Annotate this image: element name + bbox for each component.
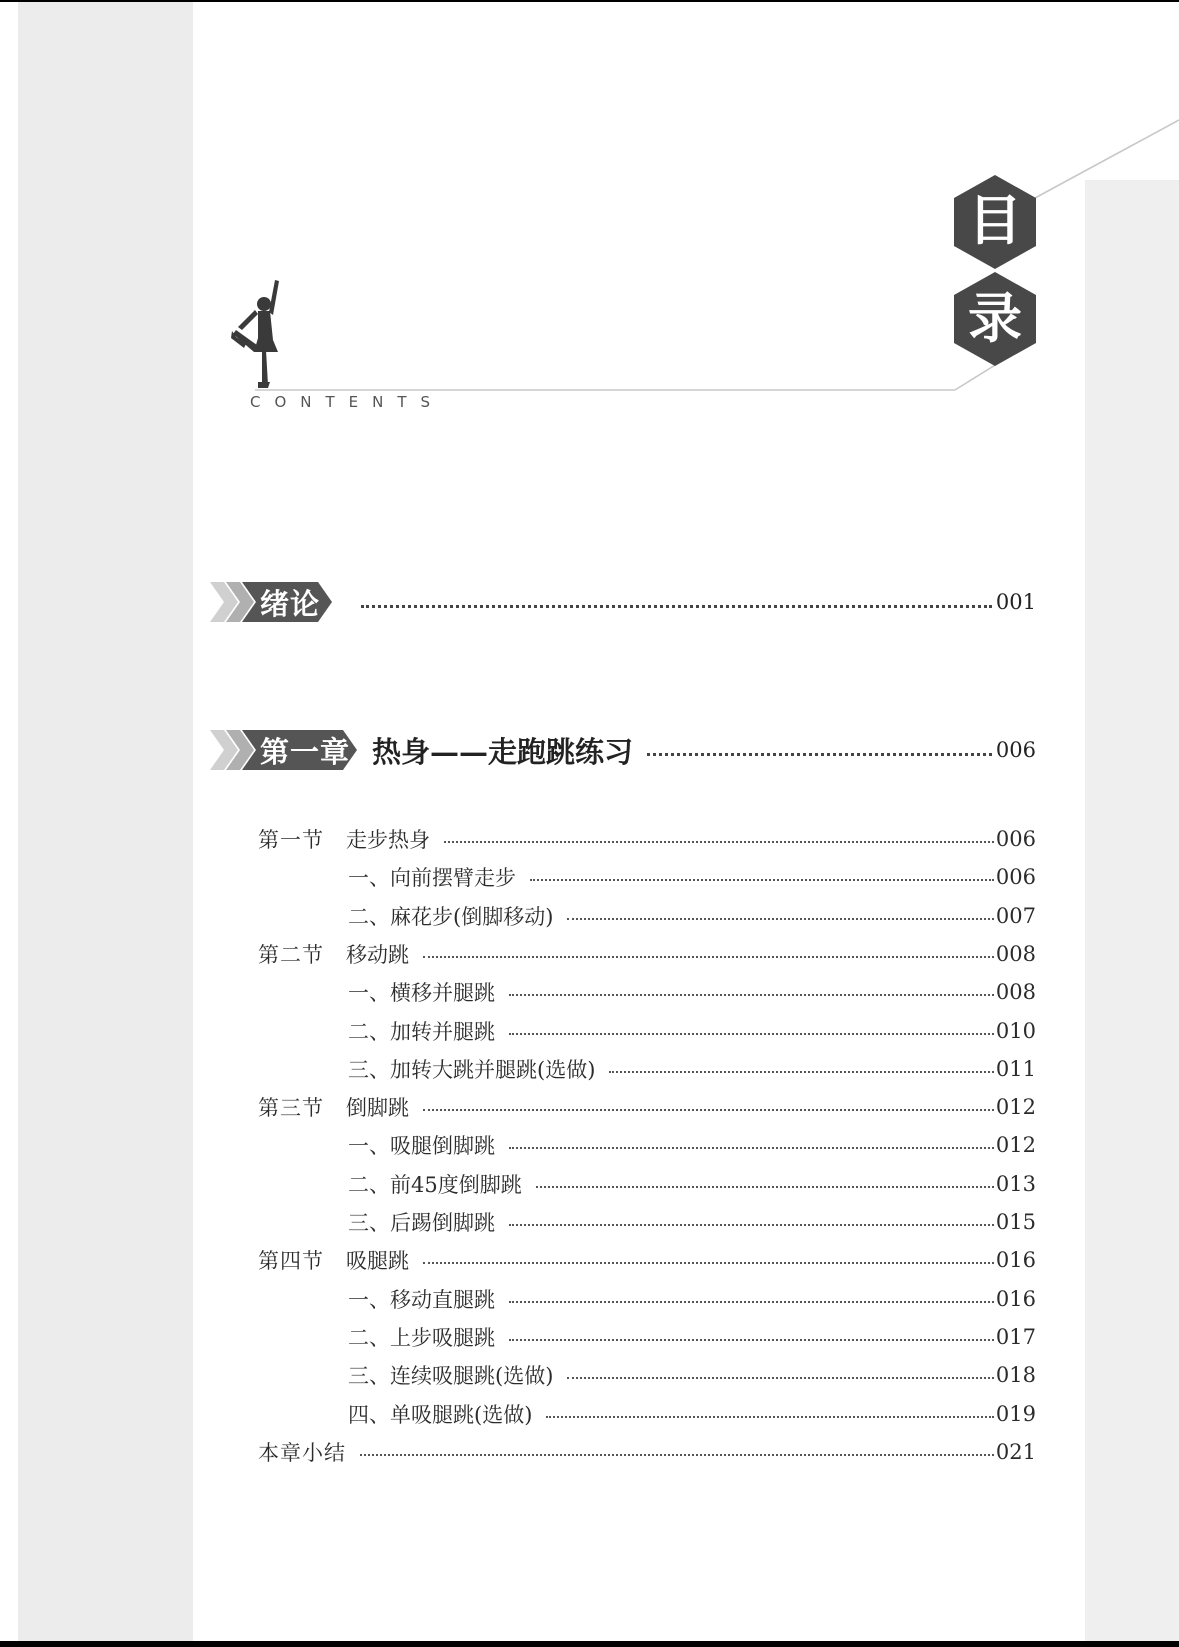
- leader-dots: [360, 1454, 994, 1456]
- page-number: 018: [995, 1363, 1036, 1387]
- item-title: 三、加转大跳并腿跳(选做): [348, 1058, 596, 1082]
- leader-dots: [647, 753, 992, 756]
- chapter-badge-label: 绪论: [260, 586, 321, 621]
- header-corner-line: [955, 362, 1000, 390]
- leader-dots: [536, 1186, 994, 1188]
- leader-dots: [509, 1339, 994, 1341]
- page-number: 013: [995, 1172, 1036, 1196]
- contents-label: CONTENTS: [250, 393, 445, 411]
- toc-chapter-intro[interactable]: [210, 580, 1036, 624]
- page-number: 021: [995, 1440, 1036, 1464]
- leader-dots: [509, 1301, 994, 1303]
- section-title: 移动跳: [346, 943, 409, 967]
- header-diagonal-line: [1035, 120, 1179, 198]
- toc-section-row[interactable]: [258, 1435, 1036, 1469]
- page-number: 008: [995, 980, 1036, 1004]
- page-number: 015: [995, 1210, 1036, 1234]
- toc-section-row[interactable]: [258, 1090, 1036, 1124]
- item-title: 一、移动直腿跳: [348, 1288, 495, 1312]
- toc-item-row[interactable]: [258, 1205, 1036, 1239]
- item-title: 四、单吸腿跳(选做): [348, 1403, 533, 1427]
- title-char-mu: 目: [968, 189, 1022, 252]
- page-number: 012: [995, 1095, 1036, 1119]
- toc-item-row[interactable]: [258, 975, 1036, 1009]
- page-number: 008: [995, 942, 1036, 966]
- section-title: 吸腿跳: [346, 1249, 409, 1273]
- toc-item-row[interactable]: [258, 1320, 1036, 1354]
- toc-item-row[interactable]: [258, 1167, 1036, 1201]
- leader-dots: [567, 1377, 994, 1379]
- page-number: 016: [995, 1248, 1036, 1272]
- page-number: 010: [995, 1019, 1036, 1043]
- bottom-rule: [0, 1641, 1179, 1647]
- leader-dots: [530, 879, 994, 881]
- chapter-badge: [210, 582, 333, 622]
- section-label: 本章小结: [258, 1441, 346, 1465]
- toc-chapter-1[interactable]: [210, 728, 1036, 772]
- item-title: 一、吸腿倒脚跳: [348, 1134, 495, 1158]
- page-number: 006: [995, 865, 1036, 889]
- leader-dots: [567, 918, 994, 920]
- section-label: 第四节: [258, 1249, 324, 1273]
- leader-dots: [509, 1224, 994, 1226]
- leader-dots: [444, 841, 994, 843]
- leader-dots: [546, 1416, 994, 1418]
- chapter-badge: [210, 730, 358, 770]
- chapter-badge-label: 第一章: [260, 734, 351, 769]
- leader-dots: [423, 956, 994, 958]
- leader-dots: [509, 994, 994, 996]
- item-title: 二、上步吸腿跳: [348, 1326, 495, 1350]
- page-number: 011: [995, 1057, 1036, 1081]
- toc-item-row[interactable]: [258, 1282, 1036, 1316]
- item-title: 二、加转并腿跳: [348, 1020, 495, 1044]
- section-title: 倒脚跳: [346, 1096, 409, 1120]
- page-number: 007: [995, 904, 1036, 928]
- title-char-lu: 录: [968, 287, 1022, 350]
- section-label: 第二节: [258, 943, 324, 967]
- page-number: 017: [995, 1325, 1036, 1349]
- leader-dots: [609, 1071, 994, 1073]
- page-number: 012: [995, 1133, 1036, 1157]
- chapter-title: 热身——走跑跳练习: [372, 734, 634, 769]
- page-number: 016: [995, 1287, 1036, 1311]
- dancer-icon: [231, 280, 279, 388]
- toc-item-row[interactable]: [258, 1397, 1036, 1431]
- toc-section-row[interactable]: [258, 822, 1036, 856]
- toc-item-row[interactable]: [258, 899, 1036, 933]
- section-label: 第三节: [258, 1096, 324, 1120]
- item-title: 二、前45度倒脚跳: [348, 1173, 522, 1197]
- toc-item-row[interactable]: [258, 1014, 1036, 1048]
- page-number: 006: [995, 738, 1036, 762]
- page-number: 006: [995, 827, 1036, 851]
- item-title: 三、后踢倒脚跳: [348, 1211, 495, 1235]
- leader-dots: [509, 1147, 994, 1149]
- page-number: 001: [995, 590, 1036, 614]
- leader-dots: [509, 1033, 994, 1035]
- item-title: 三、连续吸腿跳(选做): [348, 1364, 554, 1388]
- page-number: 019: [995, 1402, 1036, 1426]
- section-label: 第一节: [258, 828, 324, 852]
- toc-section-row[interactable]: [258, 1243, 1036, 1277]
- toc-item-row[interactable]: [258, 1052, 1036, 1086]
- toc-item-row[interactable]: [258, 1358, 1036, 1392]
- item-title: 一、向前摆臂走步: [348, 866, 516, 890]
- item-title: 一、横移并腿跳: [348, 981, 495, 1005]
- section-title: 走步热身: [346, 828, 430, 852]
- leader-dots: [423, 1109, 994, 1111]
- toc-item-row[interactable]: [258, 860, 1036, 894]
- toc-section-row[interactable]: [258, 937, 1036, 971]
- leader-dots: [423, 1262, 994, 1264]
- item-title: 二、麻花步(倒脚移动): [348, 905, 554, 929]
- toc-item-row[interactable]: [258, 1128, 1036, 1162]
- leader-dots: [361, 605, 992, 608]
